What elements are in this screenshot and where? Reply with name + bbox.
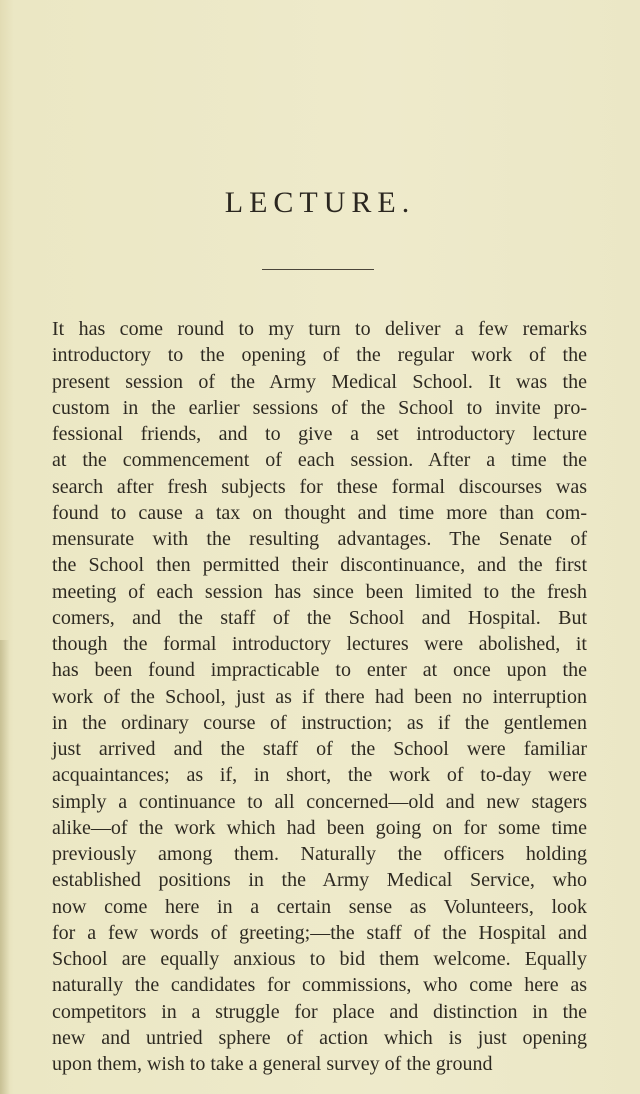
text-line: fessional friends, and to give a set introductory lecture bbox=[52, 423, 587, 445]
text-line: at the commencement of each session. After a time the bbox=[52, 449, 587, 472]
text-line: introductory to the opening of the regular work of the bbox=[52, 344, 587, 367]
text-line: work of the School, just as if there had been no interruption bbox=[52, 685, 587, 708]
text-line: upon them, wish to take a general survey of the ground bbox=[52, 1053, 493, 1075]
text-line: just arrived and the staff of the School were familiar bbox=[52, 738, 587, 760]
text-line: new and untried sphere of action which is just opening bbox=[52, 1026, 587, 1049]
text-line: for a few words of greeting;—the staff of the Hospital and bbox=[52, 921, 587, 944]
text-line: meeting of each session has since been limited to the fresh bbox=[52, 580, 587, 603]
page-title: LECTURE. bbox=[224, 186, 416, 219]
text-line: previously among them. Naturally the officers holding bbox=[52, 843, 587, 865]
text-line: search after fresh subjects for these formal discourses was bbox=[52, 475, 587, 498]
text-line: present session of the Army Medical School. It was the bbox=[52, 370, 587, 393]
text-line: acquaintances; as if, in short, the work of to-day were bbox=[52, 764, 587, 787]
text-line: in the ordinary course of instruction; as if the gentlemen bbox=[52, 711, 587, 734]
title-rule bbox=[262, 269, 374, 270]
body-text bbox=[52, 316, 587, 1077]
text-line: comers, and the staff of the School and Hospital. But bbox=[52, 606, 587, 629]
text-line: It has come round to my turn to deliver a few remarks bbox=[52, 318, 587, 340]
page-edge-shadow bbox=[0, 640, 10, 1094]
text-line: School are equally anxious to bid them welcome. Equally bbox=[52, 948, 587, 970]
text-line: though the formal introductory lectures were abolished, it bbox=[52, 633, 587, 655]
text-line: alike—of the work which had been going on for some time bbox=[52, 816, 587, 839]
text-line: simply a continuance to all concerned—old and new stagers bbox=[52, 790, 587, 813]
text-line: naturally the candidates for commissions, who come here as bbox=[52, 974, 587, 997]
text-line: custom in the earlier sessions of the School to invite pro- bbox=[52, 396, 587, 419]
text-line: found to cause a tax on thought and time more than com- bbox=[52, 501, 587, 524]
text-line: has been found impracticable to enter at once upon the bbox=[52, 659, 587, 682]
text-line: established positions in the Army Medical Service, who bbox=[52, 869, 587, 892]
text-line: the School then permitted their discontinuance, and the first bbox=[52, 554, 587, 577]
text-line: competitors in a struggle for place and distinction in the bbox=[52, 1000, 587, 1023]
text-line: now come here in a certain sense as Volunteers, look bbox=[52, 895, 587, 918]
text-line: mensurate with the resulting advantages. The Senate of bbox=[52, 528, 587, 550]
